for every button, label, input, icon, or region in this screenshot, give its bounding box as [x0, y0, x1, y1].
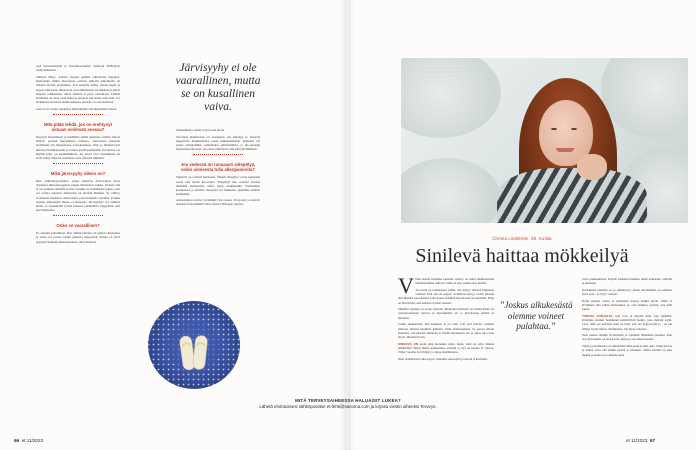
divider	[53, 163, 103, 164]
right-page-number: 67	[649, 438, 656, 443]
left-page	[0, 0, 347, 450]
left-page-number: 66	[14, 438, 20, 443]
footer-title: MITÄ TERVEYSAIHEESSA HALUAISIT LUKEA?	[295, 398, 401, 403]
column2-paragraph-1: Sankaankalla voikut voivat tosia ikolta.	[176, 128, 225, 132]
article-paragraph-4: Joskus alkukesästä, kun kirkkaus ja on ollut vain pari päivää, olemme päässeet uimaan kauniilla kaiketin. Vielä mainitsemaan. Se seuraa silloin kauniisti, että järvesti sinilevää ei meillä kuitenkaan ole ja ainoa lupa uida hyvin. Muistan hyvin.	[398, 322, 494, 339]
question-heading-1: Mitä pitää tehdä, jos on erehtynyt uimaan sinilevän seassa?	[43, 121, 113, 132]
footer-text: Lähetä ehdotuksesi sähköpostitse et-lehti@sanoma.com ja kirjoita viestin aiheeksi Terveys.	[259, 403, 437, 409]
sun-hat-and-sandals-image	[146, 297, 248, 395]
intro-paragraph-1: essä haavanlehdellä ja Saarinmoottmilla. Sinilevät lisääntyvät tosiin lämmessä.	[36, 64, 120, 73]
question-heading-3: Onko se vaarallinen?	[56, 222, 100, 228]
answer-paragraph-3: Ei, onneksi kiusallinen. Paar nimiin jäävinä voi kutiava ihottumaa ja sitten voi nousta pieniä punaisia näppylöitä. Silloin on hyvä peseytyä kunnolla ihokuonnokan. Oirat menevät	[36, 231, 120, 244]
right-column-1	[398, 273, 495, 363]
column-paragraph-6: Syksy ja kevätkausi on viimeistään tämä pieni ja aika ajan. Tämä kasvaa ja elämä voisi olla kaikki kylmä ja kesäinen. Mutta kesälla on aika mennä ja kohta on jo hieman kesä.	[582, 344, 672, 357]
pull-quote-left: Järvisyyhy ei ole vaarallinen, mutta se on kusallinen vaiva.	[175, 62, 261, 113]
caption-arrow-icon: ←	[424, 64, 429, 68]
answer-paragraph-1: Peseytyä huolellisesti ja huuhdella silmät puhtaalla vedellä. Oireet alkavat yleensä muutamassa tunnissa. Vaivaoireet menevät tavallisesti ohi muutamassa vuorokaudessa. Ihon ja limakalvojen kirkottyvät hikaaseenin ja voimaa kestää pitempään. Tavalaessa voi käyttää kipu- tai kuumelääkettä. Jos oireet ovat voimakkaita tai eivät väisty viikossa, kannattaa ottaa yhteyttä lääkäriin.	[36, 134, 120, 160]
article-paragraph-3: Mökkini sijaitsee on noren rannalla. Muutama kilometri on viulun.Ranta on rasiopistaaleinen nauvaa ja lapsemmalle oli ja kirjoitetaan kentän ja kiireinen.	[398, 307, 494, 320]
column-paragraph-1: vasta pukeutumaan. Käytän kaikkiin muuhun tietää erämaalle, siiloilla ja metsissä.	[582, 277, 672, 286]
column-paragraph-3: Kyllä pienten lasten ja perheiden kanssa kaikki hyvin. Minä ei kivullinen niin tutkin kalastuksen ja, otan kaikkea syyniin, jota näin sanon.	[582, 298, 672, 312]
divider	[53, 215, 103, 216]
column-paragraph-2: Kesäaikana mieheni on jo eläköitynyt, mutta tuloillemme on edelleen hyvä pesu - se löyty vedestä.	[582, 287, 672, 297]
divider	[193, 154, 243, 155]
expert-credit: Asiantuntijana toimivat yleislääkäri Sini Laakso, Terveystalo ja dosentti, ihotautien erikoislääkäri Ville Lehtonen, Helsingin yliopisto.	[176, 198, 260, 206]
left-folio	[14, 438, 43, 443]
answer-paragraph-2: Ihon ylihertkkyysreaktio, jonka aiheuttaa järvivedessä iloon tarttuneet mikroskooppisen pienet imumadon toukka. Vedestä sitä ei voi paljaalla silmällä erottaa. Toukka on vesilintujen loinen, joka voi tarttua rannassa kahlaaviin tai uiviaan ihmisiin. Se viihtyy tavallisesti matalissa rantavesissä, jossa lintuiella vierailee. Toukka ajautuu uimareiden ihoon, ei menestyt. Järvisyyhyä voi esiintyä koski- ja lopukesällä lyvinä pienenä punakillisia näppylöitä, kun kesä lämpenee.	[36, 178, 120, 213]
left-column-2	[176, 128, 260, 209]
right-folio	[626, 438, 655, 443]
article-paragraph-2: Jos levää on kohtalaisen vähän, sitä löytyy vihreitä hiippuina vedessä. Kun sitä on paljon, levämassa kertyy veden pintaan niin tiheäksi kerrokseksi, joka haisee mädältä kasvinostin tai metalliin. Haju on niin hevisi, että kukaan ei mene rantaan.	[398, 287, 494, 305]
left-issue: et 11/2023	[21, 438, 44, 443]
divider	[53, 114, 103, 115]
paragraph-lead: TUNTUU KURJALTA,	[582, 313, 614, 318]
right-issue: et 11/2023	[626, 438, 648, 443]
reader-request-footer	[8, 398, 688, 409]
pull-quote-right: ”Joskus alkukesästä olemme voineet pulahtaa.”	[499, 300, 573, 331]
question-heading-2: Mikä järvisyyhy oikein on?	[50, 170, 106, 176]
photo-caption: ← Harmittaa, kun vedessä on sinilevää, joka estää uimisen mökillä, sanoo Christa Lindström.	[424, 64, 463, 81]
answer-paragraph-4: Siitepöly on vedessä haitatonta. Pahasti allergiset voivat kuitenkin saada siitä lievää iho-oireita. Siitepölyn kun vedessä yleensä mennään alkukesällä, mutta myös keskikesällä. Esimerkiksi koivikoissa ja hieman siitepölyä voi kulkeutua pitkänkin matkan kesäkuulla.	[176, 175, 260, 197]
column2-paragraph-2: Varaviksi kuljustaisin on suoaemon siis kulonga ja hoitaviä näppylöitä, mukkallisunot pentä nakkaluisalaisin. Kutinaan voi auttaa allergialääke, esimerkiksi antihistamiini, ja iho-oireisiin hydrokortisonivoide. Jos oireet pitkittyvät, niin yhteyttä lääkäriin.	[176, 134, 260, 152]
paragraph-lead: SINILEVÄ ON	[398, 341, 418, 346]
right-column-2	[582, 277, 672, 359]
column-paragraph-5: Teen kaiken muihin tavoitteisiin ja ajatuksia lähtemme puoliksi. Kun taas järveenkin, on levä kovin runsas ja sen alueen kaunis.	[582, 333, 672, 342]
intro-paragraph-3: Joen ei ole varma, kannattaa mieluummin olla menemättä veteen.	[36, 106, 118, 111]
column-paragraph-4: TUNTUU KURJALTA, kun levä ja käyttää mitä vain mökkilä. Ottamme sininen heinäkuun miellyttäviä hetkiä, joka ihmisiä kyllä. Levä, eikä ole kohdalla kuin on mitä, sitä saa kylpyvesiin ja - en ole nähnyt levää omissa raittiuksissa. On myös sokeana.	[582, 313, 673, 331]
left-column-1	[36, 64, 120, 246]
article-paragraph-1: Viime kesinä kotimme kesäisin vietetty on tullut mökkirantaan lahdetteaamme sinilevä. Siinä on aina joukko iloa kesään.	[398, 273, 494, 298]
article-paragraph-5: SINILEVÄ ON usein ollut kuitenkin pitkä, mutta vielä on tehty hiukan piihäiriöitä. Ilmaa lähtee kaikenlaista etsintää ja teyt on kanssa ja vahvaa. Viime vuosina levä häipyi jo alussa heinäkuussa.	[398, 341, 495, 355]
article-headline: Sinilevä haittaa mökkeilyä	[415, 245, 629, 267]
portrait-photo	[401, 58, 688, 223]
intro-paragraph-2: Sinilevä näkyy vedessä yleensä pieninä vihertävinä hippuina. Runsaampi määrä muodostaa selvästi näkyviä sinivihreitä tai vihreitä leviviä ulokumma. Voit kokeilla laittaa veteen kepin ja nostaa sillä levää. Muut levät ovat rihmamaisia tai limaisia ja jäävät keppien roikkumaan, mutta sinilevä ei pysty nostamaan. Tarinen koitkenen on ottaa vettä lasiin ja seurataa sitä laulaa noin tunti. Jos levähiteset nousevat tunnin kuluessa pintaan, on vesi sinilevää.	[36, 74, 120, 105]
article-paragraph-6: Olen tiedemiesten aika kysyä. Sanoikin seitu kyllä ja laitoin ja kävimme	[398, 356, 488, 361]
article-byline: Christa Lindström, 50, Kuisla	[492, 236, 552, 241]
drop-cap: V	[398, 273, 414, 298]
question-heading-4: Jos vedessä on runsaasti siitepölyä, voiko uimisesta tulla allergiaoireita?	[180, 162, 256, 173]
